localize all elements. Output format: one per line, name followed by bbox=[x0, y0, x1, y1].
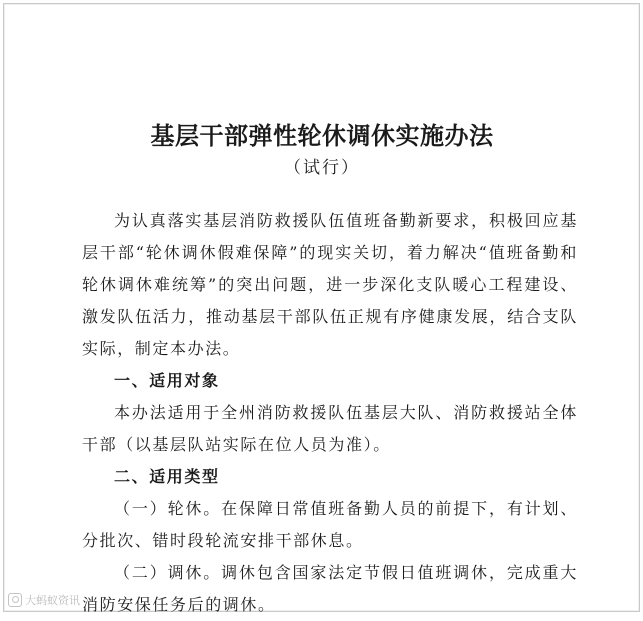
section-item-compensatory-rest: （二）调休。调休包含国家法定节假日值班调休，完成重大消防安保任务后的调休。 bbox=[82, 563, 578, 614]
document-title: 基层干部弹性轮休调休实施办法 bbox=[150, 122, 494, 150]
section-heading-applicable-types: 二、适用类型 bbox=[114, 467, 220, 486]
document-page bbox=[64, 0, 580, 615]
watermark bbox=[8, 592, 80, 608]
section-heading-applicable-objects: 一、适用对象 bbox=[114, 371, 220, 390]
document-body bbox=[82, 205, 578, 621]
watermark-text: 大蚂蚁资讯 bbox=[25, 594, 80, 607]
intro-paragraph: 为认真落实基层消防救援队伍值班备勤新要求，积极回应基层干部“轮休调休假难保障”的现实关切，着力解决“值班备勤和轮休调休难统筹”的突出问题，进一步深化支队暖心工程建设、激发队伍活力，推动基层干部队伍正规有序健康发展，结合支队实际，制定本办法。 bbox=[82, 211, 578, 358]
app-logo-icon bbox=[8, 593, 22, 607]
document-subtitle: （试行） bbox=[284, 158, 360, 178]
section-paragraph-applicable-objects: 本办法适用于全州消防救援队伍基层大队、消防救援站全体干部（以基层队站实际在位人员为准）。 bbox=[82, 403, 578, 454]
section-item-rotation-rest: （一）轮休。在保障日常值班备勤人员的前提下，有计划、分批次、错时段轮流安排干部休息。 bbox=[82, 499, 578, 550]
